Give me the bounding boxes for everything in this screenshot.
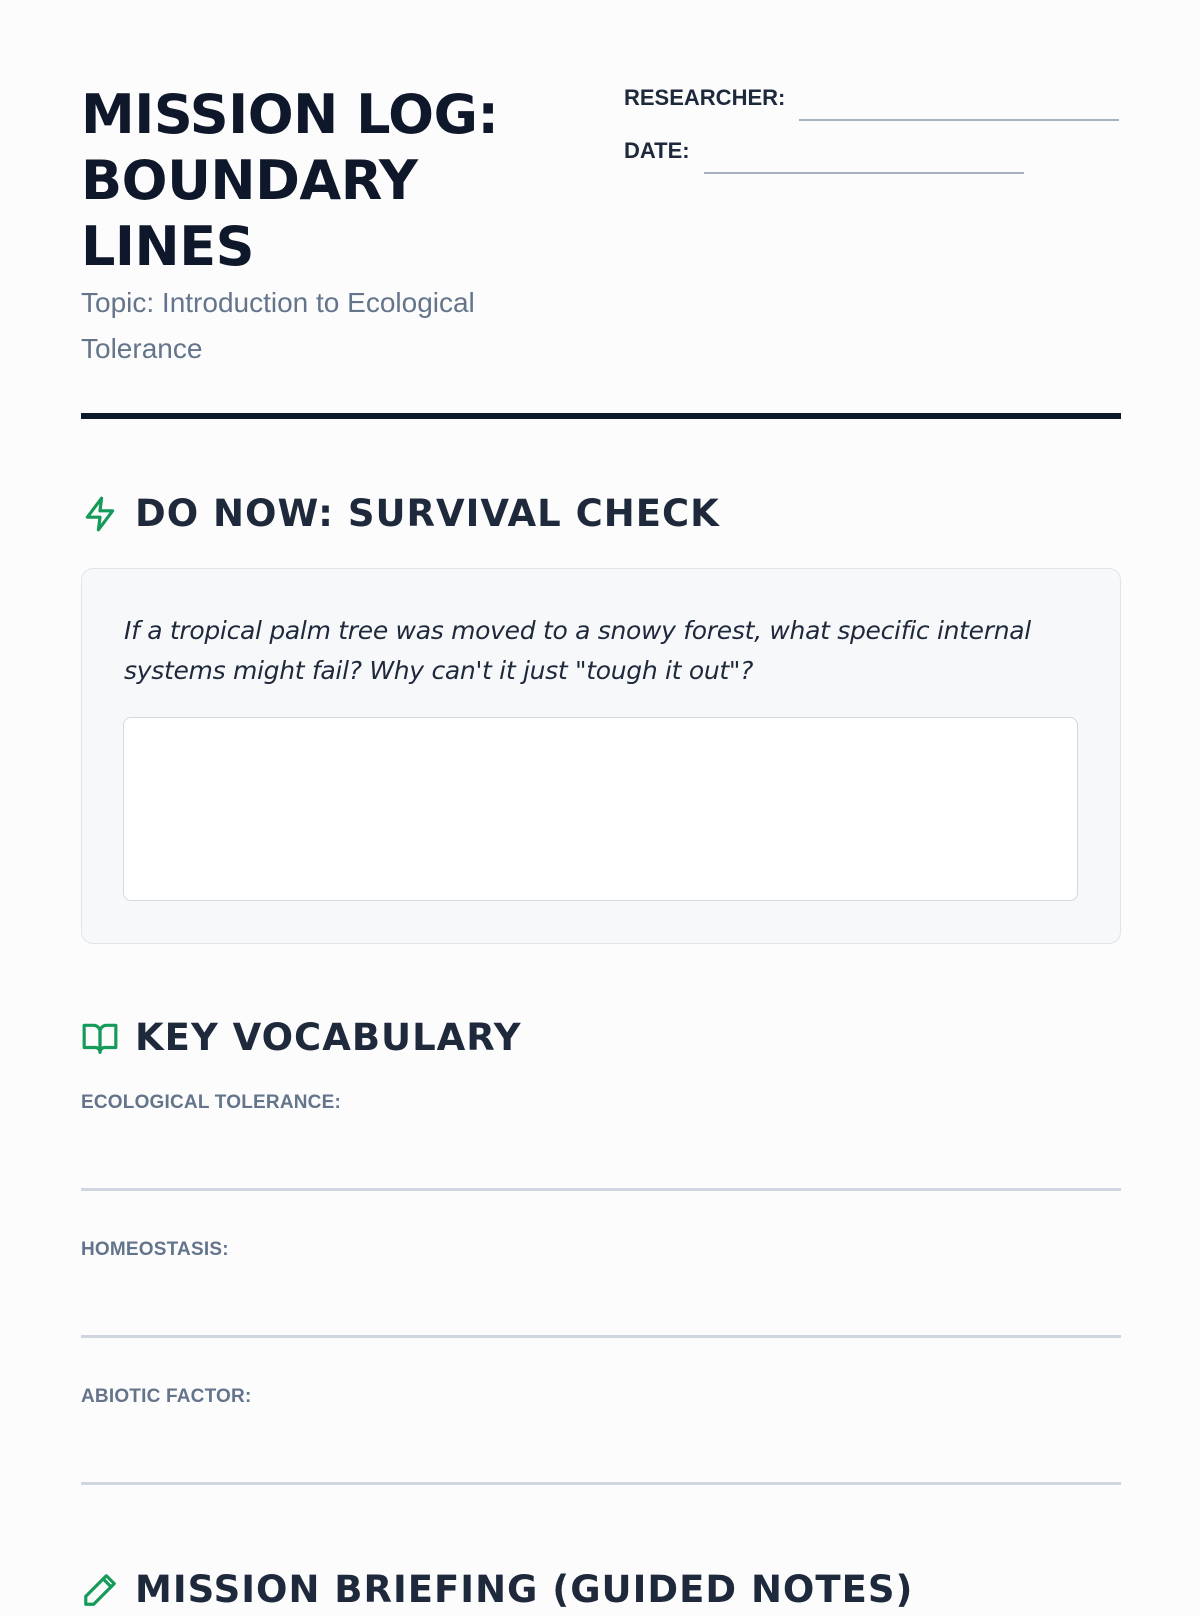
vocab-item-homeostasis: [81, 1238, 1121, 1262]
briefing-heading-label: MISSION BRIEFING (GUIDED NOTES): [135, 1568, 914, 1611]
do-now-prompt: If a tropical palm tree was moved to a snowy forest, what specific internal systems might fail? Why can't it just "tough it out"?: [124, 616, 1031, 685]
date-label: DATE:: [624, 138, 690, 163]
topic-subtitle: Topic: Introduction to Ecological Tolerance: [81, 287, 475, 364]
vocab-item-abiotic-factor: [81, 1385, 1121, 1409]
researcher-field[interactable]: [799, 119, 1119, 121]
vocab-answer-line[interactable]: [81, 1188, 1121, 1191]
vocab-item-ecological-tolerance: [81, 1091, 1121, 1115]
title-line-1: MISSION LOG:: [81, 83, 499, 146]
briefing-heading: [81, 1568, 913, 1611]
vocabulary-heading: [81, 1016, 522, 1059]
vocab-term-label: ECOLOGICAL TOLERANCE:: [81, 1092, 342, 1113]
page-title: [81, 82, 601, 280]
date-field[interactable]: [704, 172, 1024, 174]
vocabulary-heading-label: KEY VOCABULARY: [135, 1016, 522, 1059]
do-now-heading: [81, 492, 720, 535]
worksheet-page: [81, 0, 1121, 1611]
vocab-answer-line[interactable]: [81, 1482, 1121, 1485]
vocab-term-label: HOMEOSTASIS:: [81, 1239, 229, 1260]
researcher-label: RESEARCHER:: [624, 85, 786, 110]
vocab-term-label: ABIOTIC FACTOR:: [81, 1386, 252, 1407]
book-open-icon: [81, 1019, 119, 1057]
date-row: [624, 137, 1024, 165]
do-now-heading-label: DO NOW: SURVIVAL CHECK: [135, 492, 720, 535]
worksheet-header: [81, 0, 1121, 420]
lightning-icon: [81, 495, 119, 533]
researcher-row: [624, 84, 1119, 112]
do-now-answer-box[interactable]: [123, 717, 1078, 901]
title-line-3: LINES: [81, 215, 254, 278]
title-line-2: BOUNDARY: [81, 149, 418, 212]
header-divider: [81, 413, 1121, 419]
do-now-card: [81, 568, 1121, 944]
vocab-answer-line[interactable]: [81, 1335, 1121, 1338]
pencil-icon: [81, 1571, 119, 1609]
